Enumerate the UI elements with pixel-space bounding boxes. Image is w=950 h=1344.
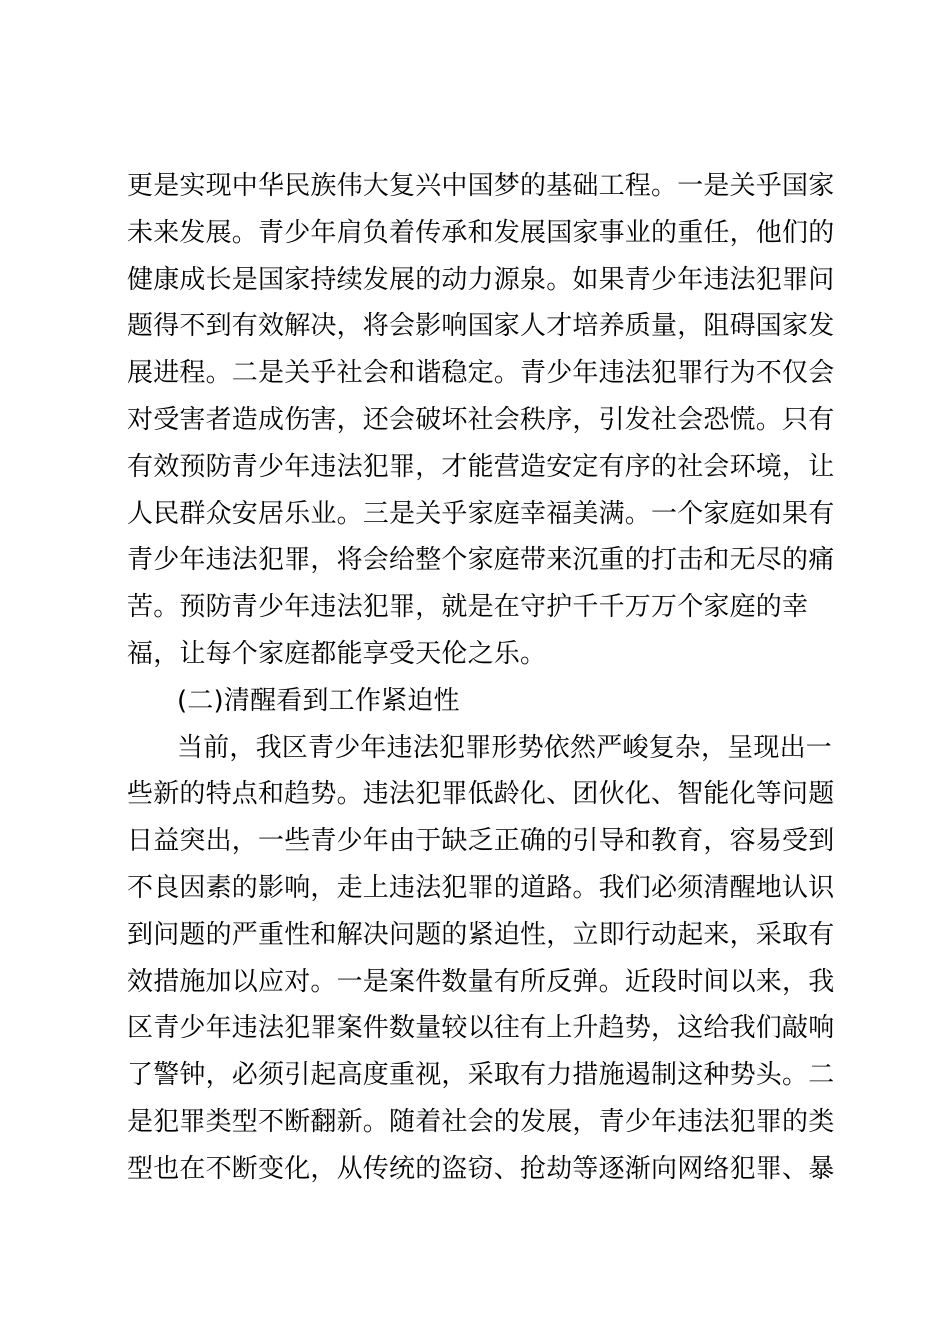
text-line: 了警钟，必须引起高度重视，采取有力措施遏制这种势头。二 [127,1060,835,1091]
text-line: 不良因素的影响，走上违法犯罪的道路。我们必须清醒地认识 [127,872,835,903]
text-line: 区青少年违法犯罪案件数量较以往有上升趋势，这给我们敲响 [127,1013,835,1044]
text-line: 青少年违法犯罪，将会给整个家庭带来沉重的打击和无尽的痛 [127,545,835,576]
text-line: 到问题的严重性和解决问题的紧迫性，立即行动起来，采取有 [127,919,835,950]
text-line: 题得不到有效解决，将会影响国家人才培养质量，阻碍国家发 [127,311,835,342]
text-line: 是犯罪类型不断翻新。随着社会的发展，青少年违法犯罪的类 [127,1106,835,1137]
text-line: 人民群众安居乐业。三是关乎家庭幸福美满。一个家庭如果有 [127,498,835,529]
text-line: 更是实现中华民族伟大复兴中国梦的基础工程。一是关乎国家 [127,171,835,201]
text-line: 对受害者造成伤害，还会破坏社会秩序，引发社会恐慌。只有 [127,404,835,435]
text-line: 展进程。二是关乎社会和谐稳定。青少年违法犯罪行为不仅会 [127,358,835,389]
text-line: 些新的特点和趋势。违法犯罪低龄化、团伙化、智能化等问题 [127,779,835,810]
text-line: 日益突出，一些青少年由于缺乏正确的引导和教育，容易受到 [127,826,835,857]
text-line: 福，让每个家庭都能享受天伦之乐。 [127,638,547,669]
section-heading: (二)清醒看到工作紧迫性 [177,685,460,716]
text-line: 型也在不断变化，从传统的盗窃、抢劫等逐渐向网络犯罪、暴 [127,1153,835,1184]
text-line: 效措施加以应对。一是案件数量有所反弹。近段时间以来，我 [127,966,835,997]
text-line: 健康成长是国家持续发展的动力源泉。如果青少年违法犯罪问 [127,264,835,295]
text-line: 苦。预防青少年违法犯罪，就是在守护千千万万个家庭的幸 [127,592,809,623]
paragraph-first-line: 当前，我区青少年违法犯罪形势依然严峻复杂，呈现出一 [177,732,833,763]
text-line: 未来发展。青少年肩负着传承和发展国家事业的重任，他们的 [127,217,835,248]
document-body [127,163,835,1193]
text-line: 有效预防青少年违法犯罪，才能营造安定有序的社会环境，让 [127,451,835,482]
